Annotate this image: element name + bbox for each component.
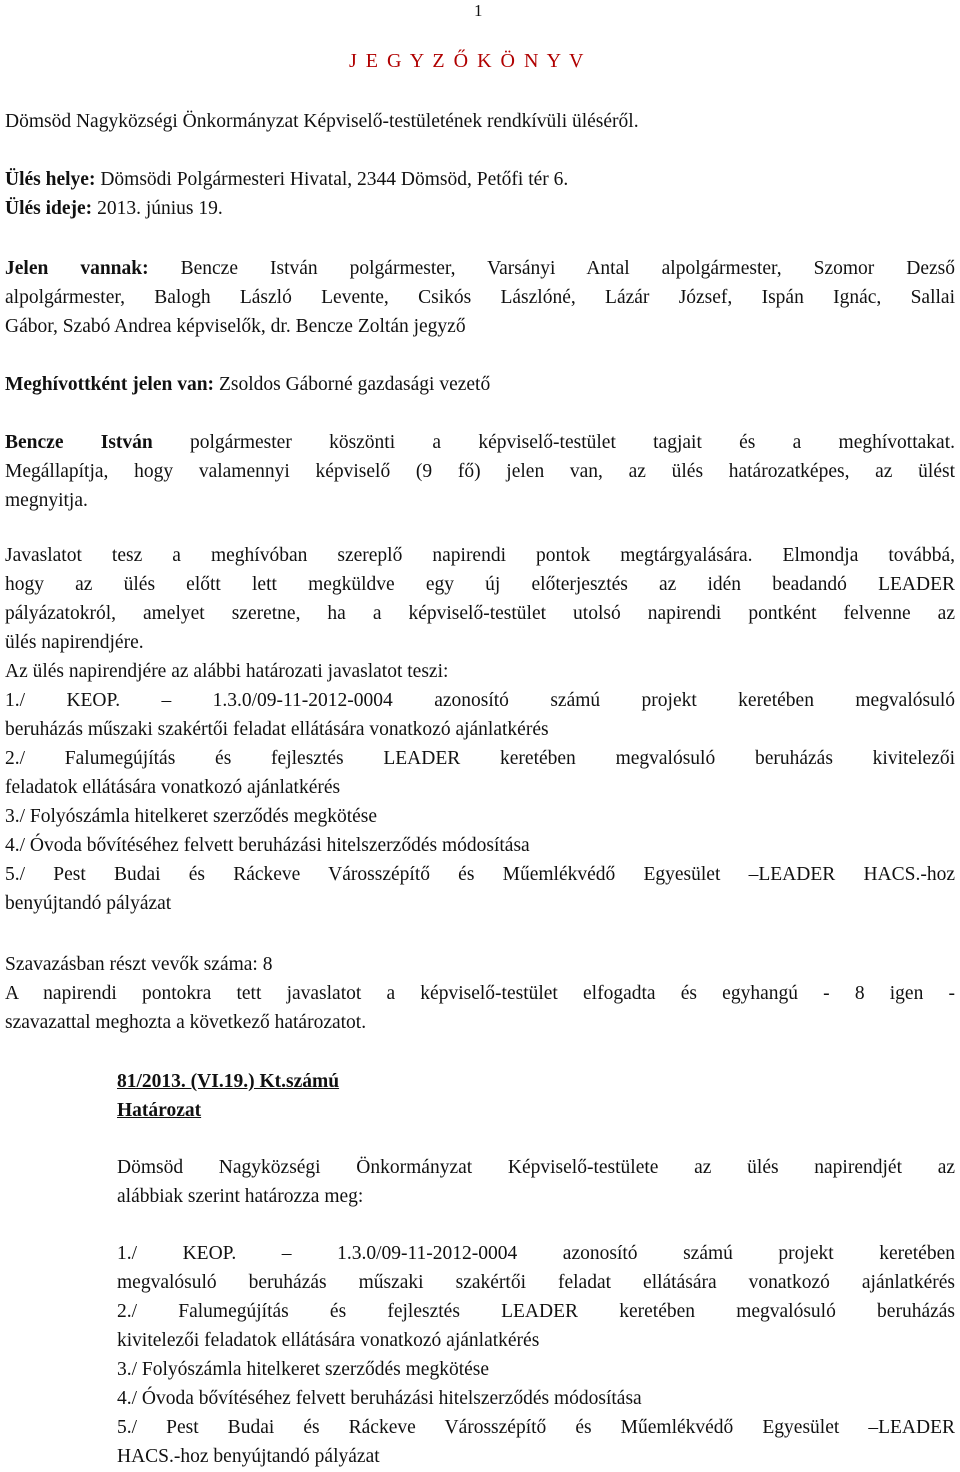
present-line-2: alpolgármester, Balogh László Levente, Csikós Lászlóné, Lázár József, Ispán Ignác, Sallai [5,287,955,308]
meeting-info [5,165,955,223]
meeting-date [5,194,955,223]
meeting-date-label: Ülés ideje: [5,198,93,219]
page-number: 1 [474,1,483,20]
resolution-line: 3./ Folyószámla hitelkeret szerződés megkötése [117,1359,490,1380]
resolution-line: 5./ Pest Budai és Ráckeve Városszépítő és Műemlékvédő Egyesület –LEADER [117,1417,955,1438]
meeting-place-value: Dömsödi Polgármesteri Hivatal, 2344 Dömsöd, Petőfi tér 6. [95,169,569,190]
proposal-paragraph [5,541,955,918]
present-line-3: Gábor, Szabó Andrea képviselők, dr. Bencze Zoltán jegyző [5,316,466,337]
agenda-line: 2./ Falumegújítás és fejlesztés LEADER keretében megvalósuló beruházás kivitelezői [5,748,955,769]
agenda-line: 5./ Pest Budai és Ráckeve Városszépítő és Műemlékvédő Egyesület –LEADER HACS.-hoz [5,864,955,885]
meeting-place [5,165,955,194]
subtitle [5,107,955,136]
agenda-line: benyújtandó pályázat [5,893,172,914]
resolution-intro-line-2: alábbiak szerint határozza meg: [117,1186,364,1207]
opening-line-2: Megállapítja, hogy valamennyi képviselő (9 fő) jelen van, az ülés határozatképes, az ülést [5,461,955,482]
agenda-line: feladatok ellátására vonatkozó ajánlatkérés [5,777,341,798]
invited-label: Meghívottként jelen van: [5,374,215,395]
invited-value: Zsoldos Gáborné gazdasági vezető [214,374,491,395]
resolution-intro [117,1153,955,1211]
resolution-line: HACS.-hoz benyújtandó pályázat [117,1446,380,1467]
agenda-line: 1./ KEOP. – 1.3.0/09-11-2012-0004 azonosító számú projekt keretében megvalósuló [5,690,955,711]
subtitle-text: Dömsöd Nagyközségi Önkormányzat Képviselő-testületének rendkívüli üléséről. [5,111,639,132]
present-line-1 [5,254,955,283]
agenda-line: beruházás műszaki szakértői feladat ellátására vonatkozó ajánlatkérés [5,719,549,740]
present-label: Jelen vannak: [5,258,149,279]
vote-paragraph [5,950,955,1037]
invited-line [5,370,955,399]
opening-paragraph [5,428,955,515]
vote-count: Szavazásban részt vevők száma: 8 [5,954,273,975]
resolution-number: 81/2013. (VI.19.) Kt.számú [117,1071,340,1092]
resolution-line: kivitelezői feladatok ellátására vonatkozó ajánlatkérés [117,1330,540,1351]
resolution-header [117,1067,955,1125]
vote-line-2: szavazattal meghozta a következő határozatot. [5,1012,367,1033]
resolution-heading: Határozat [117,1100,202,1121]
agenda-intro: Az ülés napirendjére az alábbi határozati javaslatot teszi: [5,661,449,682]
vote-line-1: A napirendi pontokra tett javaslatot a képviselő-testület elfogadta és egyhangú - 8 igen - [5,983,955,1004]
proposal-line: ülés napirendjére. [5,632,144,653]
opening-name: Bencze István [5,432,153,453]
resolution-intro-line-1: Dömsöd Nagyközségi Önkormányzat Képviselő-testülete az ülés napirendjét az [117,1157,955,1178]
present-line-1-text: Bencze István polgármester, Varsányi Antal alpolgármester, Szomor Dezső [148,258,955,279]
meeting-date-value: 2013. június 19. [92,198,223,219]
resolution-list [117,1239,955,1471]
opening-line-1 [5,428,955,457]
agenda-line: 4./ Óvoda bővítéséhez felvett beruházási hitelszerződés módosítása [5,835,530,856]
resolution-line: 2./ Falumegújítás és fejlesztés LEADER keretében megvalósuló beruházás [117,1301,955,1322]
proposal-line: pályázatokról, amelyet szeretne, ha a képviselő-testület utolsó napirendi pontként felvenne az [5,603,955,624]
present-paragraph [5,254,955,341]
agenda-line: 3./ Folyószámla hitelkeret szerződés megkötése [5,806,378,827]
resolution-line: 4./ Óvoda bővítéséhez felvett beruházási hitelszerződés módosítása [117,1388,642,1409]
meeting-place-label: Ülés helye: [5,169,96,190]
proposal-line: Javaslatot tesz a meghívóban szereplő napirendi pontok megtárgyalására. Elmondja továbbá, [5,545,955,566]
opening-line-1-text: polgármester köszönti a képviselő-testület tagjait és a meghívottakat. [152,432,955,453]
opening-line-3: megnyitja. [5,490,88,511]
resolution-line: 1./ KEOP. – 1.3.0/09-11-2012-0004 azonosító számú projekt keretében [117,1243,955,1264]
document-title: J E G Y Z Ő K Ö N Y V [349,50,586,72]
proposal-line: hogy az ülés előtt lett megküldve egy új előterjesztés az idén beadandó LEADER [5,574,955,595]
resolution-line: megvalósuló beruházás műszaki szakértői feladat ellátására vonatkozó ajánlatkérés [117,1272,955,1293]
invited-paragraph [5,370,955,399]
